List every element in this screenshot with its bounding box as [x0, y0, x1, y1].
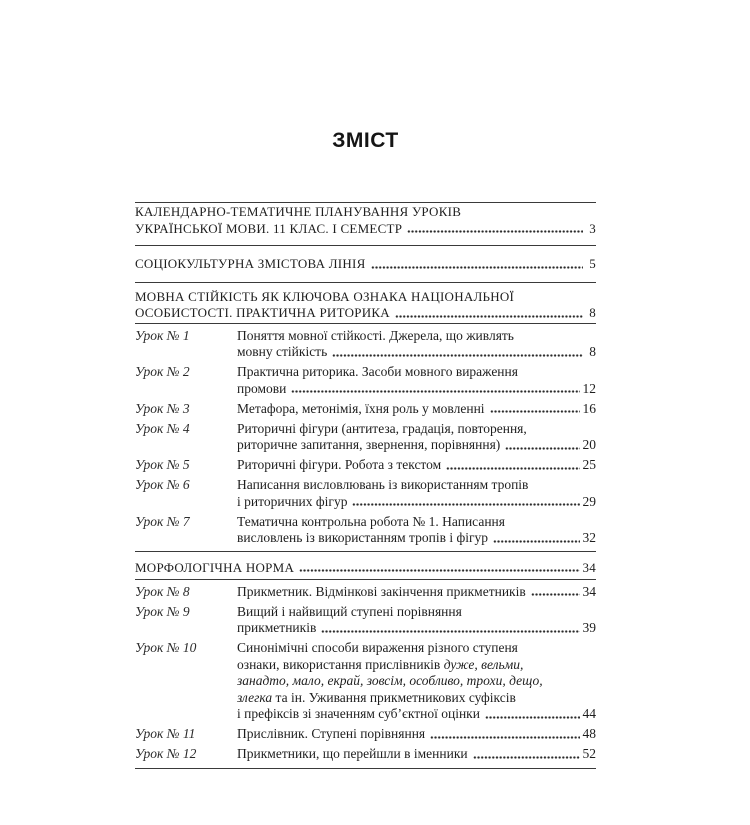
entry-line — [237, 706, 596, 723]
dot-leader — [332, 354, 583, 357]
text-segment: Написання висловлювань із використанням тропів — [237, 477, 529, 492]
entry-title — [237, 328, 596, 361]
text-segment: мовну стійкість — [237, 344, 328, 359]
dot-leader — [321, 630, 579, 633]
entry-line — [237, 584, 596, 601]
entry-line-text — [237, 640, 518, 655]
entry-line-text — [237, 514, 505, 529]
page-number: 29 — [582, 493, 596, 509]
text-segment: Прислівник. Ступені порівняння — [237, 726, 426, 741]
entry-line-text — [237, 690, 516, 705]
text-segment: СОЦІОКУЛЬТУРНА ЗМІСТОВА ЛІНІЯ — [135, 256, 366, 271]
entry-line-text — [237, 381, 286, 398]
page-number: 48 — [582, 726, 596, 741]
entry-line-text — [237, 706, 480, 723]
text-segment: висловлень із використанням тропів і фігур — [237, 530, 488, 545]
text-segment: риторичне запитання, звернення, порівняння) — [237, 437, 501, 452]
page-number: 39 — [582, 620, 596, 635]
dot-leader — [395, 315, 583, 318]
lesson-number: Урок № 5 — [135, 457, 190, 472]
text-segment: та ін. Уживання прикметникових суфіксів — [272, 689, 516, 705]
page-number: 44 — [582, 706, 596, 721]
entry-title — [237, 746, 596, 763]
entry-line-text — [237, 657, 523, 672]
lesson-number: Урок № 1 — [135, 327, 190, 343]
text-segment: і риторичних фігур — [237, 493, 348, 509]
entry-line-text — [135, 560, 294, 577]
entry-line-text — [135, 305, 390, 322]
table-of-contents — [135, 202, 596, 769]
entry-line — [237, 457, 596, 474]
text-segment: Риторичні фігури (антитеза, градація, повторення, — [237, 420, 527, 436]
lesson-number: Урок № 2 — [135, 364, 190, 379]
lesson-entry — [135, 397, 596, 417]
entry-title — [135, 560, 596, 577]
page-number: 8 — [589, 344, 596, 359]
text-segment: МОРФОЛОГІЧНА НОРМА — [135, 559, 295, 575]
entry-line — [135, 204, 596, 221]
text-segment: Синонімічні способи вираження різного ступеня — [237, 640, 518, 655]
dot-leader — [291, 390, 579, 393]
lesson-entry — [135, 474, 596, 511]
entry-line-text — [237, 364, 518, 379]
entry-line-text — [135, 289, 514, 304]
text-segment: промови — [237, 380, 287, 396]
entry-title — [237, 584, 596, 601]
entry-line-text — [237, 726, 425, 743]
entry-line — [237, 421, 596, 438]
text-segment: МОВНА СТІЙКІСТЬ ЯК КЛЮЧОВА ОЗНАКА НАЦІОНАЛЬНОЇ — [135, 288, 515, 304]
page-number: 8 — [589, 305, 596, 320]
page-number: 25 — [582, 457, 596, 472]
page-number: 32 — [582, 530, 596, 545]
page-number: 34 — [582, 559, 596, 575]
dot-leader — [505, 447, 579, 450]
page-number: 3 — [589, 220, 596, 236]
entry-line — [237, 381, 596, 398]
entry-line — [237, 657, 596, 674]
entry-line-text — [135, 221, 402, 238]
lesson-entry — [135, 723, 596, 743]
text-segment: ОСОБИСТОСТІ. ПРАКТИЧНА РИТОРИКА — [135, 305, 390, 320]
dot-leader — [407, 230, 583, 233]
entry-title — [237, 364, 596, 397]
text-segment: КАЛЕНДАРНО-ТЕМАТИЧНЕ ПЛАНУВАННЯ УРОКІВ — [135, 204, 462, 219]
dot-leader — [493, 540, 580, 543]
entry-line — [237, 690, 596, 707]
entry-title — [237, 514, 596, 547]
entry-line — [237, 401, 596, 418]
entry-line-text — [237, 328, 514, 343]
text-segment: Прикметник. Відмінкові закінчення прикметників — [237, 583, 526, 599]
page-number: 16 — [582, 400, 596, 416]
entry-line-text — [237, 477, 528, 492]
dot-leader — [473, 756, 580, 759]
dot-leader — [352, 503, 579, 506]
lesson-number: Урок № 12 — [135, 746, 197, 761]
entry-title — [135, 204, 596, 237]
text-segment: Поняття мовної стійкості. Джерела, що живлять — [237, 327, 514, 343]
lesson-entry — [135, 743, 596, 763]
entry-line-text — [237, 421, 527, 436]
dot-leader — [531, 593, 580, 596]
entry-line-text — [237, 746, 468, 763]
entry-title — [237, 640, 596, 723]
page-title: ЗМІСТ — [332, 129, 399, 152]
page-number: 12 — [582, 380, 596, 396]
lesson-entry — [135, 637, 596, 723]
entry-line — [237, 477, 596, 494]
text-segment: Прикметники, що перейшли в іменники — [237, 746, 468, 761]
entry-line-text — [237, 344, 327, 361]
section-divider — [135, 768, 596, 769]
lesson-entry — [135, 417, 596, 454]
page-number: 34 — [582, 583, 596, 599]
entry-line-text — [237, 620, 316, 637]
lesson-entry — [135, 324, 596, 361]
text-segment: Метафора, метонімія, їхня роль у мовленні — [237, 400, 485, 416]
entry-line — [135, 305, 596, 322]
lesson-number: Урок № 6 — [135, 477, 190, 492]
entry-title — [135, 289, 596, 322]
lesson-number: Урок № 10 — [135, 640, 197, 655]
entry-line-text — [135, 204, 461, 219]
entry-line — [135, 289, 596, 306]
entry-line-text — [237, 401, 485, 418]
section-heading — [135, 552, 596, 580]
dot-leader — [485, 716, 580, 719]
dot-leader — [446, 467, 579, 470]
emphasized-word: дуже, вельми, — [443, 656, 524, 672]
entry-line — [135, 560, 596, 577]
entry-line-text — [237, 457, 441, 474]
entry-line — [237, 673, 596, 690]
section-heading — [135, 246, 596, 282]
entry-line — [237, 726, 596, 743]
text-segment: Вищий і найвищий ступені порівняння — [237, 603, 462, 619]
entry-line-text — [237, 673, 543, 688]
text-segment: Риторичні фігури. Робота з текстом — [237, 457, 442, 472]
emphasized-word: занадто, мало, екрай, зовсім, особливо, трохи, дещо, — [237, 673, 543, 688]
text-segment: і префіксів зі значенням суб’єктної оцінки — [237, 706, 480, 721]
entry-line-text — [135, 256, 366, 273]
page-number: 52 — [582, 746, 596, 761]
entry-line — [237, 344, 596, 361]
entry-title — [237, 477, 596, 510]
lesson-number: Урок № 3 — [135, 400, 190, 416]
text-segment: Тематична контрольна робота № 1. Написання — [237, 513, 505, 529]
entry-line-text — [237, 584, 526, 601]
dot-leader — [371, 266, 583, 269]
lesson-number: Урок № 11 — [135, 726, 196, 741]
entry-line — [237, 620, 596, 637]
entry-line — [237, 514, 596, 531]
lesson-number: Урок № 4 — [135, 420, 190, 436]
entry-line — [237, 530, 596, 547]
lesson-entry — [135, 580, 596, 600]
entry-title — [135, 256, 596, 273]
lesson-number: Урок № 7 — [135, 513, 190, 529]
lesson-entry — [135, 600, 596, 637]
lesson-number: Урок № 9 — [135, 603, 190, 619]
entry-line — [237, 328, 596, 345]
entry-line-text — [237, 494, 347, 511]
entry-line — [237, 364, 596, 381]
entry-line — [237, 494, 596, 511]
page-number: 5 — [589, 256, 596, 271]
dot-leader — [299, 569, 579, 572]
entry-line — [237, 640, 596, 657]
entry-line-text — [237, 437, 500, 454]
lesson-number: Урок № 8 — [135, 583, 190, 599]
entry-title — [237, 457, 596, 474]
section-heading — [135, 203, 596, 245]
entry-title — [237, 604, 596, 637]
entry-line — [237, 746, 596, 763]
page-number: 20 — [582, 437, 596, 452]
entry-title — [237, 401, 596, 418]
lesson-entry — [135, 454, 596, 474]
entry-line — [237, 437, 596, 454]
entry-line — [135, 256, 596, 273]
text-segment: УКРАЇНСЬКОЇ МОВИ. 11 КЛАС. I СЕМЕСТР — [135, 220, 403, 236]
entry-line-text — [237, 530, 488, 547]
entry-title — [237, 421, 596, 454]
lesson-entry — [135, 510, 596, 547]
lesson-entry — [135, 361, 596, 398]
entry-title — [237, 726, 596, 743]
emphasized-word: злегка — [237, 689, 273, 705]
text-segment: ознаки, використання прислівників — [237, 656, 444, 672]
section-heading — [135, 283, 596, 323]
dot-leader — [490, 410, 580, 413]
entry-line — [237, 604, 596, 621]
dot-leader — [430, 736, 579, 739]
entry-line — [135, 221, 596, 238]
text-segment: прикметників — [237, 620, 317, 635]
entry-line-text — [237, 604, 462, 619]
text-segment: Практична риторика. Засоби мовного вираження — [237, 364, 518, 379]
